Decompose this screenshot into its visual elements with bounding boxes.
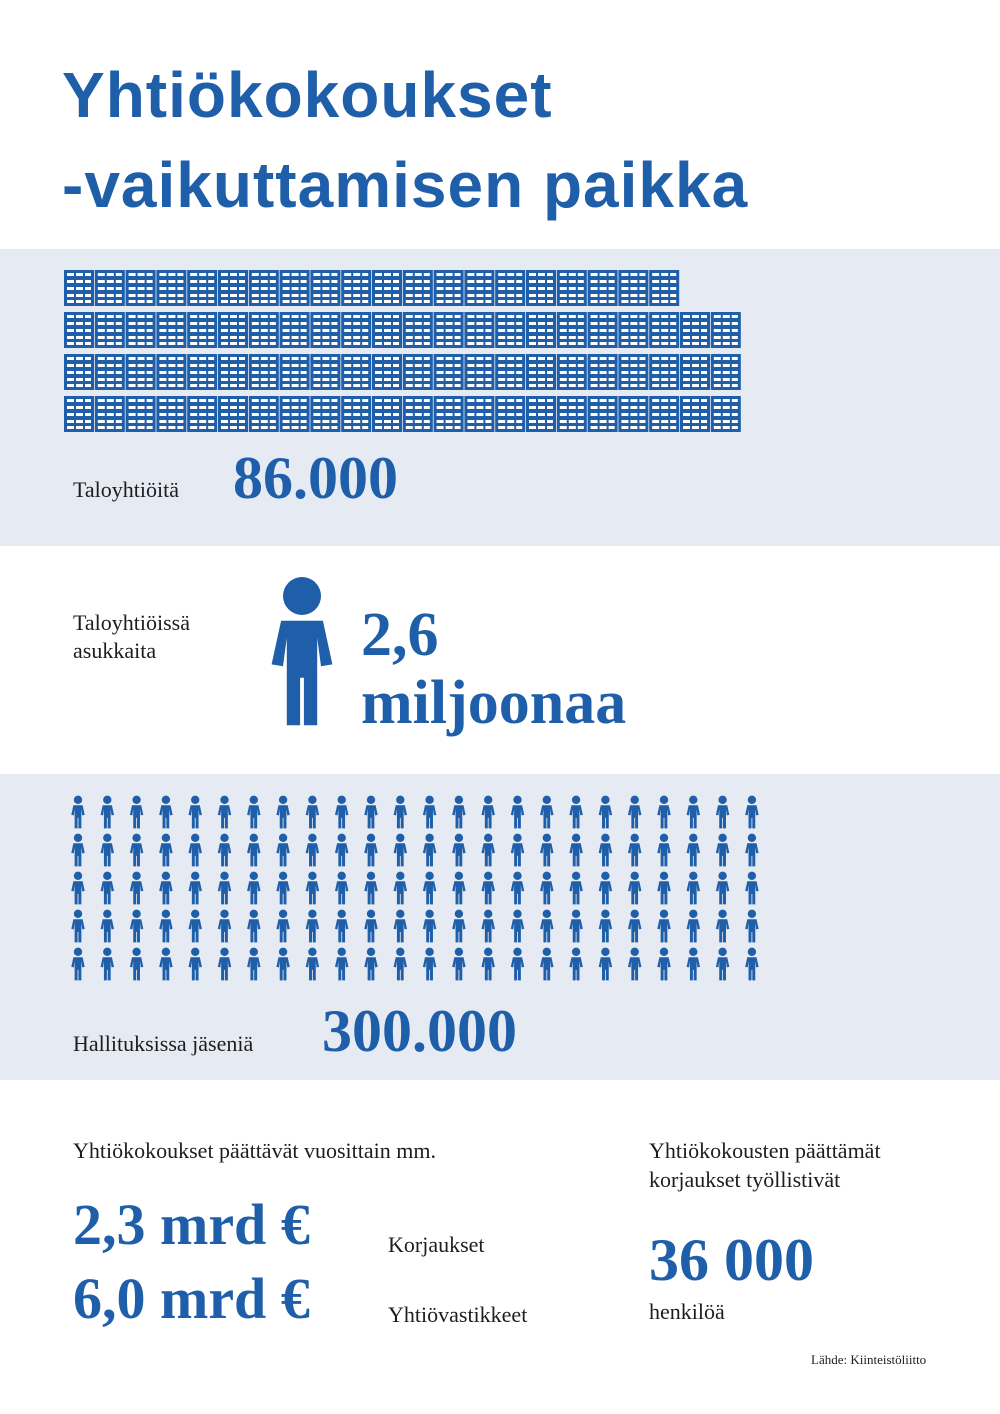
person-icon — [716, 872, 729, 905]
person-icon — [247, 796, 260, 829]
building-icon — [711, 396, 741, 432]
person-icon — [657, 796, 670, 829]
person-icon — [423, 872, 436, 905]
source-note: Lähde: Kiinteistöliitto — [811, 1352, 927, 1367]
person-icon — [540, 948, 553, 981]
person-icon — [687, 948, 700, 981]
person-icon — [423, 796, 436, 829]
person-icon — [394, 948, 407, 981]
person-icon — [276, 872, 289, 905]
person-icon — [716, 834, 729, 867]
building-icon — [434, 312, 464, 348]
building-icon — [249, 270, 279, 306]
person-icon — [159, 948, 172, 981]
person-icon — [364, 948, 377, 981]
person-icon — [481, 910, 494, 943]
building-icon — [218, 270, 248, 306]
person-icon — [188, 872, 201, 905]
person-icon — [569, 948, 582, 981]
employment-label-line-2: korjaukset työllistivät — [649, 1167, 841, 1192]
building-icon — [434, 396, 464, 432]
building-icon — [126, 396, 156, 432]
person-icon — [159, 796, 172, 829]
building-icon — [557, 312, 587, 348]
building-icon — [557, 396, 587, 432]
person-icon — [364, 796, 377, 829]
person-icon — [599, 834, 612, 867]
building-icon — [403, 312, 433, 348]
person-icon — [599, 910, 612, 943]
person-icon — [716, 948, 729, 981]
building-icon — [649, 396, 679, 432]
building-icon — [64, 396, 94, 432]
decisions-intro: Yhtiökokoukset päättävät vuosittain mm. — [73, 1138, 436, 1163]
person-icon — [394, 834, 407, 867]
person-icon — [306, 796, 319, 829]
building-icon — [680, 312, 710, 348]
person-icon — [364, 910, 377, 943]
person-icon — [481, 834, 494, 867]
person-icon — [101, 910, 114, 943]
person-icon — [247, 948, 260, 981]
repairs-label: Korjaukset — [388, 1232, 485, 1257]
building-icon — [649, 354, 679, 390]
person-icon — [745, 910, 758, 943]
person-icon — [159, 910, 172, 943]
person-icon — [540, 834, 553, 867]
person-icon — [452, 872, 465, 905]
person-icon — [306, 910, 319, 943]
person-icon — [423, 834, 436, 867]
person-icon — [481, 796, 494, 829]
employment-value: 36 000 — [649, 1227, 814, 1293]
person-icon — [657, 910, 670, 943]
person-icon — [218, 796, 231, 829]
person-icon — [101, 834, 114, 867]
building-icon — [526, 312, 556, 348]
person-icon — [159, 834, 172, 867]
building-icon — [187, 354, 217, 390]
person-icon — [335, 872, 348, 905]
person-icon — [481, 948, 494, 981]
building-icon — [403, 396, 433, 432]
person-icon — [628, 910, 641, 943]
building-icon — [495, 396, 525, 432]
building-icon — [649, 312, 679, 348]
building-icon — [280, 312, 310, 348]
building-icon — [495, 270, 525, 306]
building-icon — [126, 312, 156, 348]
building-icon — [372, 312, 402, 348]
employment-unit: henkilöä — [649, 1299, 725, 1324]
building-icon — [126, 354, 156, 390]
building-icon — [310, 354, 340, 390]
building-icon — [434, 354, 464, 390]
resident-person-icon — [272, 577, 333, 725]
building-icon — [95, 312, 125, 348]
residents-label-line-1: Taloyhtiöissä — [73, 610, 191, 635]
person-icon — [511, 910, 524, 943]
person-icon — [745, 872, 758, 905]
person-icon — [306, 834, 319, 867]
building-icon — [680, 396, 710, 432]
building-icon — [156, 312, 186, 348]
person-icon — [511, 834, 524, 867]
person-icon — [159, 872, 172, 905]
person-icon — [394, 910, 407, 943]
person-icon — [687, 834, 700, 867]
building-icon — [680, 354, 710, 390]
person-icon — [71, 796, 84, 829]
person-icon — [130, 872, 143, 905]
building-icon — [588, 270, 618, 306]
person-icon — [540, 872, 553, 905]
building-icon — [372, 270, 402, 306]
maintenance-fees-label: Yhtiövastikkeet — [388, 1302, 528, 1327]
building-icon — [341, 270, 371, 306]
building-icon — [495, 312, 525, 348]
person-icon — [218, 910, 231, 943]
building-icon — [187, 312, 217, 348]
building-icon — [588, 396, 618, 432]
person-icon — [335, 796, 348, 829]
building-icon — [434, 270, 464, 306]
person-icon — [452, 796, 465, 829]
person-icon — [511, 948, 524, 981]
building-icon — [280, 270, 310, 306]
person-icon — [335, 834, 348, 867]
building-icon — [403, 270, 433, 306]
building-icon — [526, 270, 556, 306]
building-icon — [64, 354, 94, 390]
buildings-pictogram — [64, 270, 741, 432]
person-icon — [130, 834, 143, 867]
person-icon — [628, 948, 641, 981]
person-icon — [247, 834, 260, 867]
building-icon — [341, 396, 371, 432]
person-icon — [569, 834, 582, 867]
building-icon — [280, 396, 310, 432]
person-icon — [71, 872, 84, 905]
person-icon — [540, 796, 553, 829]
building-icon — [341, 354, 371, 390]
person-icon — [364, 834, 377, 867]
employment-label-line-1: Yhtiökokousten päättämät — [649, 1138, 881, 1163]
building-icon — [464, 270, 494, 306]
person-icon — [71, 910, 84, 943]
building-icon — [310, 396, 340, 432]
person-icon — [452, 834, 465, 867]
person-icon — [335, 910, 348, 943]
person-icon — [130, 948, 143, 981]
person-icon — [511, 872, 524, 905]
person-icon — [569, 910, 582, 943]
person-icon — [687, 796, 700, 829]
person-icon — [628, 834, 641, 867]
building-icon — [95, 270, 125, 306]
building-icon — [95, 354, 125, 390]
person-icon — [188, 948, 201, 981]
building-icon — [218, 396, 248, 432]
building-icon — [218, 354, 248, 390]
building-icon — [588, 312, 618, 348]
building-icon — [526, 354, 556, 390]
person-icon — [511, 796, 524, 829]
board-members-pictogram — [71, 796, 758, 981]
person-icon — [628, 872, 641, 905]
person-icon — [276, 910, 289, 943]
board-value: 300.000 — [322, 998, 517, 1064]
building-icon — [557, 354, 587, 390]
buildings-label: Taloyhtiöitä — [73, 477, 179, 502]
repairs-value: 2,3 mrd € — [73, 1192, 310, 1257]
building-icon — [310, 270, 340, 306]
person-icon — [218, 834, 231, 867]
building-icon — [187, 396, 217, 432]
building-icon — [711, 354, 741, 390]
person-icon — [101, 948, 114, 981]
building-icon — [249, 312, 279, 348]
person-icon — [101, 796, 114, 829]
person-icon — [687, 910, 700, 943]
person-icon — [130, 910, 143, 943]
building-icon — [310, 312, 340, 348]
person-icon — [188, 834, 201, 867]
building-icon — [249, 354, 279, 390]
person-icon — [569, 872, 582, 905]
person-icon — [423, 948, 436, 981]
person-icon — [423, 910, 436, 943]
person-icon — [452, 910, 465, 943]
person-icon — [745, 948, 758, 981]
building-icon — [649, 270, 679, 306]
person-icon — [71, 948, 84, 981]
person-icon — [101, 872, 114, 905]
building-icon — [156, 354, 186, 390]
building-icon — [249, 396, 279, 432]
building-icon — [464, 396, 494, 432]
person-icon — [71, 834, 84, 867]
person-icon — [657, 834, 670, 867]
residents-value-line-1: 2,6 — [361, 601, 439, 669]
building-icon — [218, 312, 248, 348]
person-icon — [745, 834, 758, 867]
person-icon — [188, 910, 201, 943]
person-icon — [599, 796, 612, 829]
building-icon — [464, 312, 494, 348]
person-icon — [276, 948, 289, 981]
building-icon — [341, 312, 371, 348]
person-icon — [540, 910, 553, 943]
title-line-1: Yhtiökokoukset — [62, 59, 553, 131]
maintenance-fees-value: 6,0 mrd € — [73, 1266, 310, 1331]
building-icon — [95, 396, 125, 432]
person-icon — [628, 796, 641, 829]
person-icon — [247, 872, 260, 905]
person-icon — [716, 910, 729, 943]
person-icon — [335, 948, 348, 981]
person-icon — [276, 796, 289, 829]
person-icon — [306, 948, 319, 981]
building-icon — [557, 270, 587, 306]
building-icon — [156, 270, 186, 306]
building-icon — [495, 354, 525, 390]
person-icon — [130, 796, 143, 829]
person-icon — [394, 796, 407, 829]
building-icon — [64, 270, 94, 306]
person-icon — [599, 948, 612, 981]
residents-value-line-2: miljoonaa — [361, 669, 627, 737]
building-icon — [126, 270, 156, 306]
building-icon — [280, 354, 310, 390]
person-icon — [687, 872, 700, 905]
residents-label-line-2: asukkaita — [73, 638, 157, 663]
person-icon — [452, 948, 465, 981]
building-icon — [618, 312, 648, 348]
person-icon — [657, 948, 670, 981]
building-icon — [618, 270, 648, 306]
person-icon — [364, 872, 377, 905]
person-icon — [188, 796, 201, 829]
building-icon — [464, 354, 494, 390]
building-icon — [403, 354, 433, 390]
person-icon — [657, 872, 670, 905]
person-icon — [716, 796, 729, 829]
building-icon — [187, 270, 217, 306]
building-icon — [372, 396, 402, 432]
person-icon — [394, 872, 407, 905]
building-icon — [64, 312, 94, 348]
person-icon — [569, 796, 582, 829]
person-icon — [276, 834, 289, 867]
building-icon — [156, 396, 186, 432]
person-icon — [247, 910, 260, 943]
building-icon — [588, 354, 618, 390]
building-icon — [711, 312, 741, 348]
buildings-value: 86.000 — [233, 445, 398, 511]
building-icon — [526, 396, 556, 432]
building-icon — [618, 354, 648, 390]
building-icon — [372, 354, 402, 390]
person-icon — [306, 872, 319, 905]
title-line-2: -vaikuttamisen paikka — [62, 149, 749, 221]
building-icon — [618, 396, 648, 432]
person-icon — [745, 796, 758, 829]
person-icon — [218, 948, 231, 981]
person-icon — [481, 872, 494, 905]
board-label: Hallituksissa jäseniä — [73, 1031, 254, 1056]
person-icon — [218, 872, 231, 905]
person-icon — [599, 872, 612, 905]
